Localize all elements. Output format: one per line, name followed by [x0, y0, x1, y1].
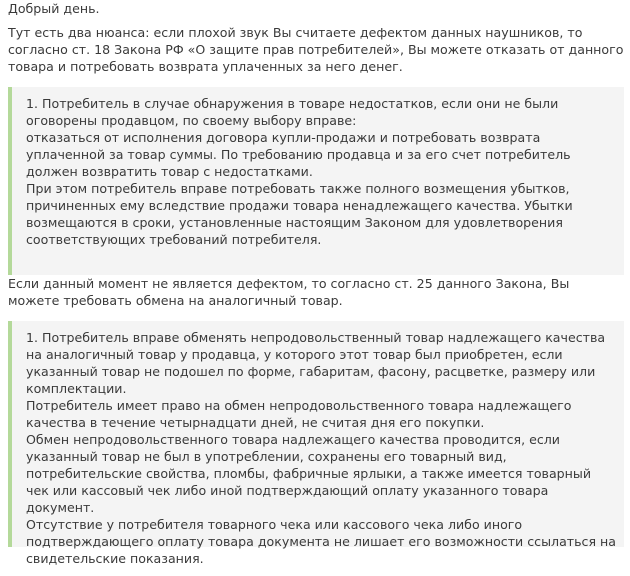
quote-paragraph: Обмен непродовольственного товара надлежащего качества проводится, если указанный товар не был в употреблении, сохранены его товарный вид, потребительские свойства, пломбы, фабричные ярлыки, а также имеется товарный чек или кассовый чек либо иной подтверждающий оплату указанного товара документ. [26, 432, 592, 515]
quote-paragraph: При этом потребитель вправе потребовать также полного возмещения убытков, причиненных ему вследствие продажи товара ненадлежащего качества. Убытки возмещаются в сроки, установленные настоящим Законом для удовлетворения соответствующих требований потребителя. [26, 181, 573, 247]
law-quote-article-25 [8, 321, 624, 566]
quote-paragraph: 1. Потребитель вправе обменять непродовольственный товар надлежащего качества на аналогичный товар у продавца, у которого этот товар был приобретен, если указанный товар не подошел по форме, габаритам, фасону, расцветке, размеру или комплектации. [26, 330, 606, 396]
quote-paragraph: отказаться от исполнения договора купли-продажи и потребовать возврата уплаченной за товар суммы. По требованию продавца и за его счет потребитель должен возвратить товар с недостатками. [26, 130, 571, 179]
message-body [8, 0, 624, 566]
quote-paragraph: Отсутствие у потребителя товарного чека или кассового чека либо иного подтверждающего оплату товара документа не лишает его возможности ссылаться на свидетельские показания. [26, 517, 617, 566]
greeting-text: Добрый день. [8, 1, 100, 16]
middle-paragraph: Если данный момент не является дефектом, то согласно ст. 25 данного Закона, Вы можете требовать обмена на аналогичный товар. [8, 276, 570, 308]
quote-paragraph: 1. Потребитель в случае обнаружения в товаре недостатков, если они не были оговорены продавцом, по своему выбору вправе: [26, 96, 559, 128]
intro-paragraph: Тут есть два нюанса: если плохой звук Вы считаете дефектом данных наушников, то согласно ст. 18 Закона РФ «О защите прав потребителей», Вы можете отказать от данного товара и потребовать возврата уплаченных за него денег. [8, 25, 624, 74]
law-quote-article-18 [8, 87, 624, 275]
quote-paragraph: Потребитель имеет право на обмен непродовольственного товара надлежащего качества в течение четырнадцати дней, не считая дня его покупки. [26, 398, 572, 430]
